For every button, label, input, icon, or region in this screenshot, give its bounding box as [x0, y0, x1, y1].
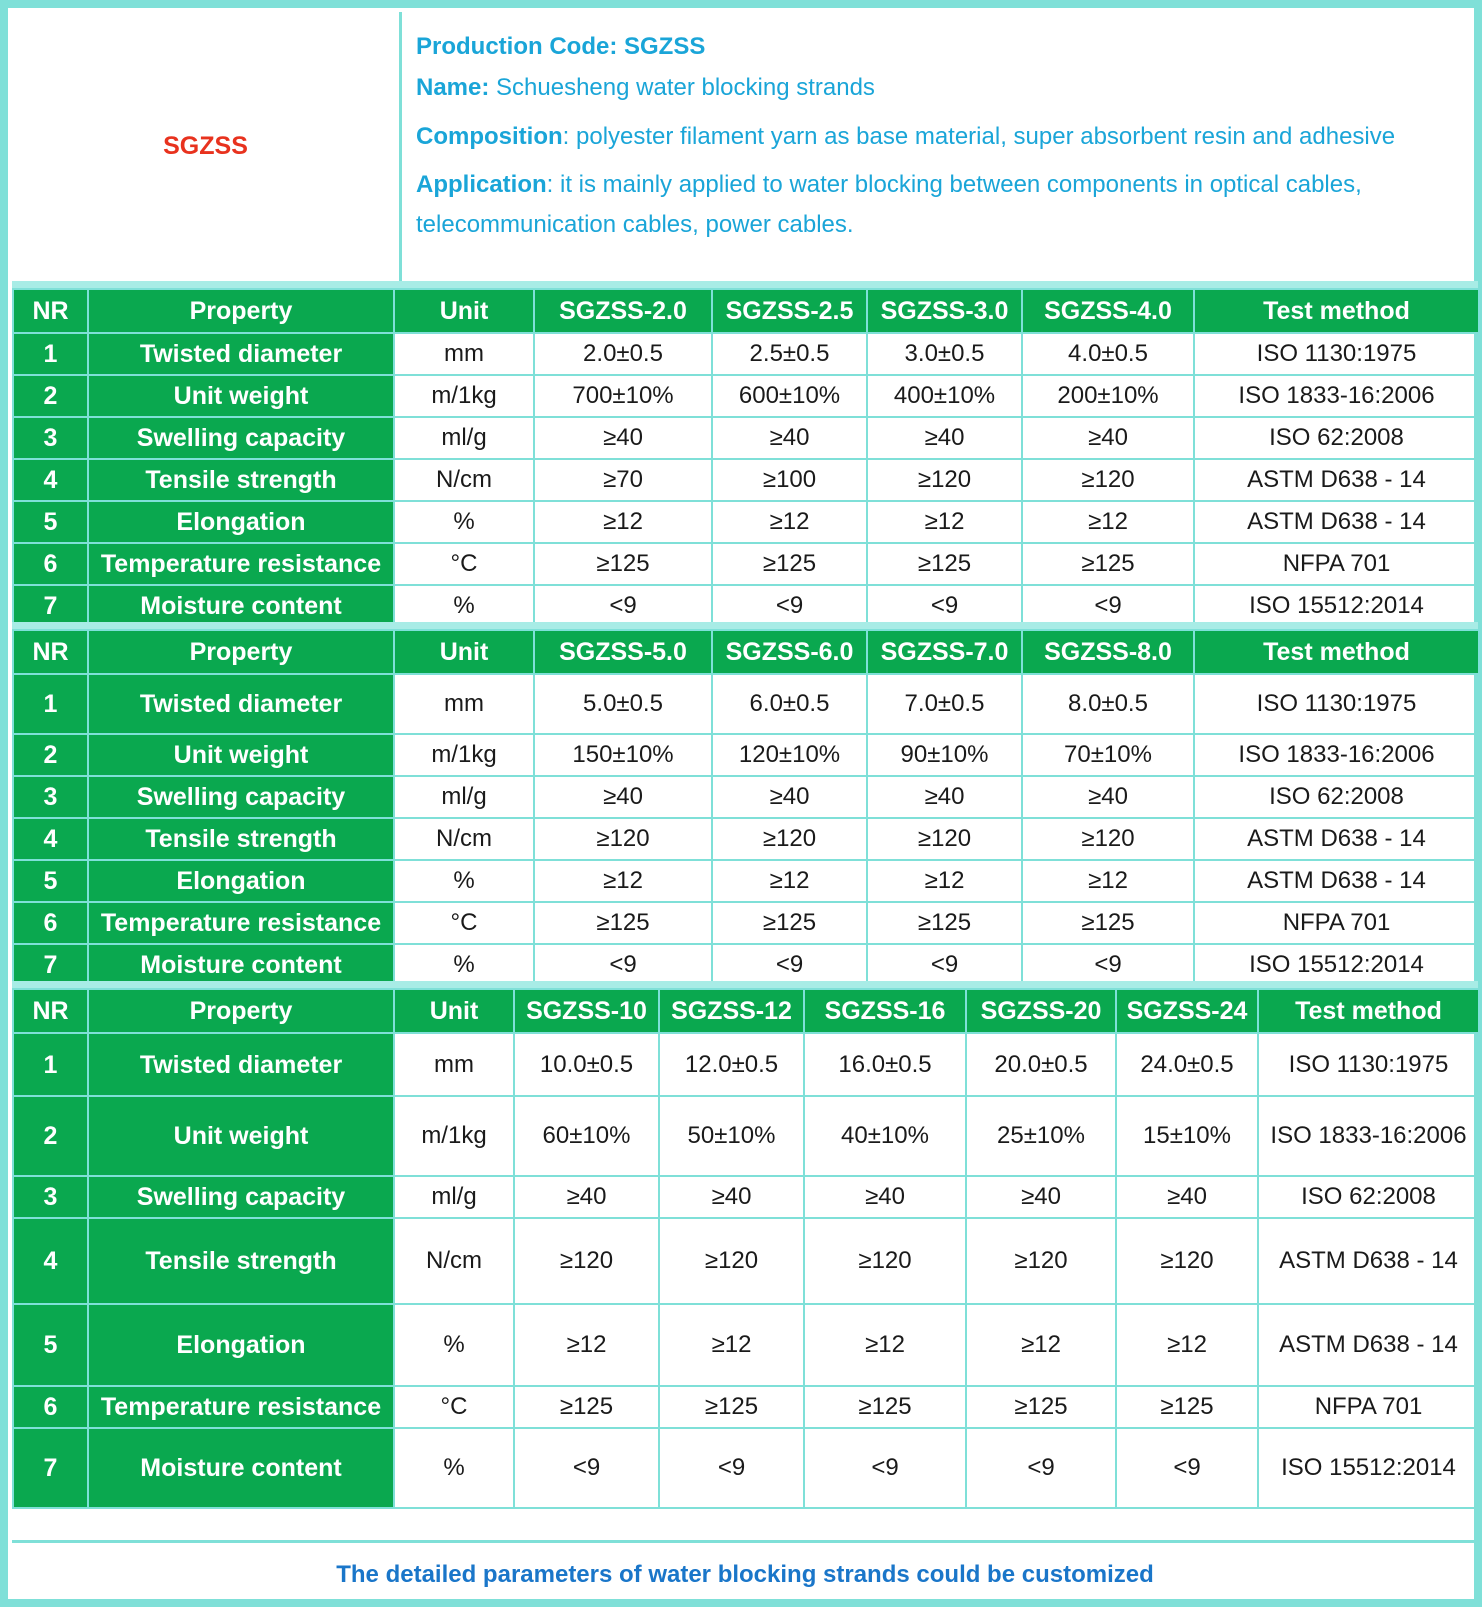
- row-value: ≥40: [1022, 776, 1194, 818]
- row-unit: °C: [394, 543, 534, 585]
- composition-value: : polyester filament yarn as base material, super absorbent resin and adhesive: [562, 123, 1396, 150]
- row-property: Elongation: [88, 1304, 394, 1386]
- table-row: [13, 1033, 1479, 1096]
- row-unit: N/cm: [394, 818, 534, 860]
- row-value: 70±10%: [1022, 734, 1194, 776]
- row-nr: 7: [13, 944, 88, 986]
- header-model: SGZSS-12: [659, 989, 804, 1033]
- row-property: Elongation: [88, 501, 394, 543]
- production-code-line: [416, 26, 1478, 67]
- header-model: SGZSS-20: [966, 989, 1116, 1033]
- row-unit: °C: [394, 902, 534, 944]
- row-unit: %: [394, 501, 534, 543]
- row-value: ≥40: [867, 417, 1022, 459]
- table-row: [13, 1386, 1479, 1428]
- spec-table-3: [12, 988, 1480, 1509]
- header-unit: Unit: [394, 289, 534, 333]
- row-nr: 6: [13, 1386, 88, 1428]
- header-unit: Unit: [394, 630, 534, 674]
- row-unit: %: [394, 1428, 514, 1508]
- row-value: 150±10%: [534, 734, 712, 776]
- row-test-method: ISO 1130:1975: [1194, 333, 1479, 375]
- table-row: [13, 734, 1479, 776]
- name-label: Name:: [416, 74, 490, 101]
- table-row: [13, 375, 1479, 417]
- row-property: Tensile strength: [88, 459, 394, 501]
- row-value: 10.0±0.5: [514, 1033, 659, 1096]
- row-property: Unit weight: [88, 734, 394, 776]
- table-header-row: [13, 989, 1479, 1033]
- row-test-method: ASTM D638 - 14: [1194, 818, 1479, 860]
- row-test-method: ISO 1833-16:2006: [1194, 734, 1479, 776]
- header-model: SGZSS-6.0: [712, 630, 867, 674]
- table-row: [13, 333, 1479, 375]
- table-row: [13, 585, 1479, 627]
- production-code-value: SGZSS: [624, 33, 706, 60]
- row-value: ≥120: [514, 1218, 659, 1304]
- table-row: [13, 1218, 1479, 1304]
- table-row: [13, 1176, 1479, 1218]
- row-test-method: ISO 15512:2014: [1194, 944, 1479, 986]
- application-line: [416, 165, 1478, 245]
- table-row: [13, 818, 1479, 860]
- row-value: ≥125: [867, 902, 1022, 944]
- row-value: 200±10%: [1022, 375, 1194, 417]
- row-nr: 1: [13, 333, 88, 375]
- row-value: ≥125: [1022, 543, 1194, 585]
- row-value: <9: [514, 1428, 659, 1508]
- customization-note-text: The detailed parameters of water blocking strands could be customized: [336, 1561, 1154, 1588]
- row-property: Tensile strength: [88, 818, 394, 860]
- row-value: 700±10%: [534, 375, 712, 417]
- row-value: ≥12: [1116, 1304, 1258, 1386]
- code-badge-cell: [12, 12, 402, 281]
- row-unit: m/1kg: [394, 375, 534, 417]
- row-value: ≥100: [712, 459, 867, 501]
- row-value: ≥40: [966, 1176, 1116, 1218]
- row-unit: ml/g: [394, 417, 534, 459]
- row-unit: %: [394, 860, 534, 902]
- row-unit: ml/g: [394, 1176, 514, 1218]
- row-test-method: ISO 62:2008: [1258, 1176, 1479, 1218]
- customization-note: [12, 1540, 1478, 1607]
- row-value: <9: [804, 1428, 966, 1508]
- row-property: Unit weight: [88, 1096, 394, 1176]
- table-row: [13, 1096, 1479, 1176]
- row-unit: mm: [394, 674, 534, 734]
- row-value: ≥40: [659, 1176, 804, 1218]
- row-value: ≥125: [804, 1386, 966, 1428]
- row-value: 25±10%: [966, 1096, 1116, 1176]
- table-row: [13, 459, 1479, 501]
- row-value: <9: [659, 1428, 804, 1508]
- row-nr: 1: [13, 1033, 88, 1096]
- row-test-method: NFPA 701: [1194, 902, 1479, 944]
- row-test-method: ASTM D638 - 14: [1258, 1304, 1479, 1386]
- row-unit: N/cm: [394, 1218, 514, 1304]
- row-nr: 2: [13, 1096, 88, 1176]
- row-value: ≥120: [659, 1218, 804, 1304]
- table-row: [13, 417, 1479, 459]
- row-unit: ml/g: [394, 776, 534, 818]
- table-row: [13, 1304, 1479, 1386]
- row-value: ≥12: [966, 1304, 1116, 1386]
- row-value: <9: [1116, 1428, 1258, 1508]
- row-property: Temperature resistance: [88, 543, 394, 585]
- row-test-method: NFPA 701: [1194, 543, 1479, 585]
- row-value: ≥120: [1116, 1218, 1258, 1304]
- row-value: 4.0±0.5: [1022, 333, 1194, 375]
- row-value: 12.0±0.5: [659, 1033, 804, 1096]
- row-value: ≥12: [867, 501, 1022, 543]
- row-test-method: NFPA 701: [1258, 1386, 1479, 1428]
- application-value: : it is mainly applied to water blocking between components in optical cables, telecommunication cables, power cables.: [416, 171, 1362, 238]
- row-value: ≥12: [1022, 860, 1194, 902]
- row-nr: 6: [13, 543, 88, 585]
- row-nr: 3: [13, 417, 88, 459]
- header-model: SGZSS-2.5: [712, 289, 867, 333]
- section-divider: [12, 981, 1478, 988]
- row-nr: 7: [13, 585, 88, 627]
- row-value: ≥120: [867, 818, 1022, 860]
- row-value: ≥40: [1022, 417, 1194, 459]
- row-property: Elongation: [88, 860, 394, 902]
- table-row: [13, 944, 1479, 986]
- row-test-method: ASTM D638 - 14: [1258, 1218, 1479, 1304]
- table-row: [13, 674, 1479, 734]
- row-value: ≥120: [712, 818, 867, 860]
- row-value: 2.5±0.5: [712, 333, 867, 375]
- row-test-method: ISO 62:2008: [1194, 776, 1479, 818]
- row-value: ≥12: [534, 501, 712, 543]
- row-value: ≥12: [514, 1304, 659, 1386]
- row-property: Swelling capacity: [88, 417, 394, 459]
- row-value: ≥40: [534, 417, 712, 459]
- row-nr: 4: [13, 1218, 88, 1304]
- row-nr: 2: [13, 734, 88, 776]
- row-unit: m/1kg: [394, 734, 534, 776]
- spec-table-1: [12, 288, 1480, 628]
- header-property: Property: [88, 289, 394, 333]
- name-value: Schuesheng water blocking strands: [496, 74, 875, 101]
- row-nr: 3: [13, 776, 88, 818]
- row-value: 60±10%: [514, 1096, 659, 1176]
- row-value: 2.0±0.5: [534, 333, 712, 375]
- row-nr: 1: [13, 674, 88, 734]
- row-value: ≥125: [534, 543, 712, 585]
- row-test-method: ASTM D638 - 14: [1194, 860, 1479, 902]
- row-value: ≥12: [712, 860, 867, 902]
- row-nr: 5: [13, 501, 88, 543]
- row-value: 6.0±0.5: [712, 674, 867, 734]
- header-model: SGZSS-16: [804, 989, 966, 1033]
- row-nr: 3: [13, 1176, 88, 1218]
- row-property: Temperature resistance: [88, 1386, 394, 1428]
- header-model: SGZSS-4.0: [1022, 289, 1194, 333]
- row-property: Tensile strength: [88, 1218, 394, 1304]
- row-property: Twisted diameter: [88, 1033, 394, 1096]
- row-value: ≥120: [966, 1218, 1116, 1304]
- header-test-method: Test method: [1194, 630, 1479, 674]
- row-value: 24.0±0.5: [1116, 1033, 1258, 1096]
- row-value: ≥12: [712, 501, 867, 543]
- row-value: <9: [1022, 585, 1194, 627]
- composition-line: [416, 116, 1478, 157]
- row-value: ≥12: [534, 860, 712, 902]
- row-value: <9: [534, 944, 712, 986]
- row-value: ≥12: [867, 860, 1022, 902]
- row-value: 50±10%: [659, 1096, 804, 1176]
- row-unit: mm: [394, 333, 534, 375]
- spec-table-2: [12, 629, 1480, 987]
- row-unit: N/cm: [394, 459, 534, 501]
- row-value: ≥125: [514, 1386, 659, 1428]
- row-property: Twisted diameter: [88, 333, 394, 375]
- row-nr: 5: [13, 1304, 88, 1386]
- row-value: ≥70: [534, 459, 712, 501]
- row-value: 7.0±0.5: [867, 674, 1022, 734]
- table-row: [13, 902, 1479, 944]
- row-nr: 7: [13, 1428, 88, 1508]
- row-unit: m/1kg: [394, 1096, 514, 1176]
- header-nr: NR: [13, 630, 88, 674]
- header-nr: NR: [13, 989, 88, 1033]
- row-value: 120±10%: [712, 734, 867, 776]
- header-model: SGZSS-7.0: [867, 630, 1022, 674]
- row-nr: 2: [13, 375, 88, 417]
- row-test-method: ISO 15512:2014: [1194, 585, 1479, 627]
- row-property: Temperature resistance: [88, 902, 394, 944]
- header-model: SGZSS-24: [1116, 989, 1258, 1033]
- row-value: ≥40: [804, 1176, 966, 1218]
- header-model: SGZSS-8.0: [1022, 630, 1194, 674]
- row-nr: 4: [13, 818, 88, 860]
- row-value: 3.0±0.5: [867, 333, 1022, 375]
- row-value: ≥120: [534, 818, 712, 860]
- row-value: ≥125: [712, 543, 867, 585]
- row-test-method: ASTM D638 - 14: [1194, 501, 1479, 543]
- row-test-method: ISO 1130:1975: [1194, 674, 1479, 734]
- row-value: <9: [867, 944, 1022, 986]
- header-model: SGZSS-3.0: [867, 289, 1022, 333]
- row-value: 40±10%: [804, 1096, 966, 1176]
- row-value: ≥125: [659, 1386, 804, 1428]
- production-code-label: Production Code:: [416, 33, 618, 60]
- row-value: 16.0±0.5: [804, 1033, 966, 1096]
- row-value: ≥40: [534, 776, 712, 818]
- table-header-row: [13, 630, 1479, 674]
- section-divider: [12, 281, 1478, 288]
- composition-label: Composition: [416, 123, 563, 150]
- row-value: ≥12: [1022, 501, 1194, 543]
- row-test-method: ISO 15512:2014: [1258, 1428, 1479, 1508]
- row-value: ≥125: [966, 1386, 1116, 1428]
- row-value: ≥120: [1022, 818, 1194, 860]
- row-value: <9: [1022, 944, 1194, 986]
- row-property: Swelling capacity: [88, 1176, 394, 1218]
- name-line: [416, 67, 1478, 108]
- row-value: 5.0±0.5: [534, 674, 712, 734]
- header-model: SGZSS-5.0: [534, 630, 712, 674]
- application-label: Application: [416, 171, 547, 198]
- row-property: Moisture content: [88, 944, 394, 986]
- row-value: ≥12: [804, 1304, 966, 1386]
- header-nr: NR: [13, 289, 88, 333]
- header-property: Property: [88, 989, 394, 1033]
- row-test-method: ISO 1833-16:2006: [1194, 375, 1479, 417]
- header-model: SGZSS-10: [514, 989, 659, 1033]
- row-value: ≥125: [534, 902, 712, 944]
- row-value: ≥40: [712, 776, 867, 818]
- header-property: Property: [88, 630, 394, 674]
- table-row: [13, 543, 1479, 585]
- table-header-row: [13, 289, 1479, 333]
- row-property: Moisture content: [88, 585, 394, 627]
- row-unit: %: [394, 944, 534, 986]
- row-value: ≥120: [1022, 459, 1194, 501]
- row-test-method: ASTM D638 - 14: [1194, 459, 1479, 501]
- row-value: 600±10%: [712, 375, 867, 417]
- row-unit: %: [394, 585, 534, 627]
- row-nr: 6: [13, 902, 88, 944]
- product-header: [12, 12, 1478, 281]
- row-value: <9: [966, 1428, 1116, 1508]
- row-value: <9: [867, 585, 1022, 627]
- table-row: [13, 776, 1479, 818]
- section-divider: [12, 622, 1478, 629]
- row-nr: 4: [13, 459, 88, 501]
- row-unit: °C: [394, 1386, 514, 1428]
- row-test-method: ISO 62:2008: [1194, 417, 1479, 459]
- code-badge: SGZSS: [163, 132, 248, 160]
- row-test-method: ISO 1833-16:2006: [1258, 1096, 1479, 1176]
- row-value: 90±10%: [867, 734, 1022, 776]
- row-value: <9: [534, 585, 712, 627]
- row-value: ≥125: [712, 902, 867, 944]
- row-value: 400±10%: [867, 375, 1022, 417]
- table-row: [13, 860, 1479, 902]
- table-row: [13, 1428, 1479, 1508]
- row-value: ≥40: [514, 1176, 659, 1218]
- row-value: 20.0±0.5: [966, 1033, 1116, 1096]
- row-value: ≥120: [804, 1218, 966, 1304]
- table-row: [13, 501, 1479, 543]
- header-test-method: Test method: [1194, 289, 1479, 333]
- row-value: <9: [712, 944, 867, 986]
- row-value: ≥125: [867, 543, 1022, 585]
- row-nr: 5: [13, 860, 88, 902]
- row-unit: %: [394, 1304, 514, 1386]
- row-property: Moisture content: [88, 1428, 394, 1508]
- row-property: Unit weight: [88, 375, 394, 417]
- row-value: ≥40: [1116, 1176, 1258, 1218]
- row-value: 15±10%: [1116, 1096, 1258, 1176]
- row-value: 8.0±0.5: [1022, 674, 1194, 734]
- row-value: ≥40: [712, 417, 867, 459]
- row-unit: mm: [394, 1033, 514, 1096]
- header-test-method: Test method: [1258, 989, 1479, 1033]
- row-value: ≥125: [1022, 902, 1194, 944]
- row-value: ≥120: [867, 459, 1022, 501]
- row-test-method: ISO 1130:1975: [1258, 1033, 1479, 1096]
- row-value: <9: [712, 585, 867, 627]
- product-info: [402, 12, 1478, 281]
- header-unit: Unit: [394, 989, 514, 1033]
- row-property: Swelling capacity: [88, 776, 394, 818]
- header-model: SGZSS-2.0: [534, 289, 712, 333]
- row-property: Twisted diameter: [88, 674, 394, 734]
- row-value: ≥12: [659, 1304, 804, 1386]
- row-value: ≥40: [867, 776, 1022, 818]
- row-value: ≥125: [1116, 1386, 1258, 1428]
